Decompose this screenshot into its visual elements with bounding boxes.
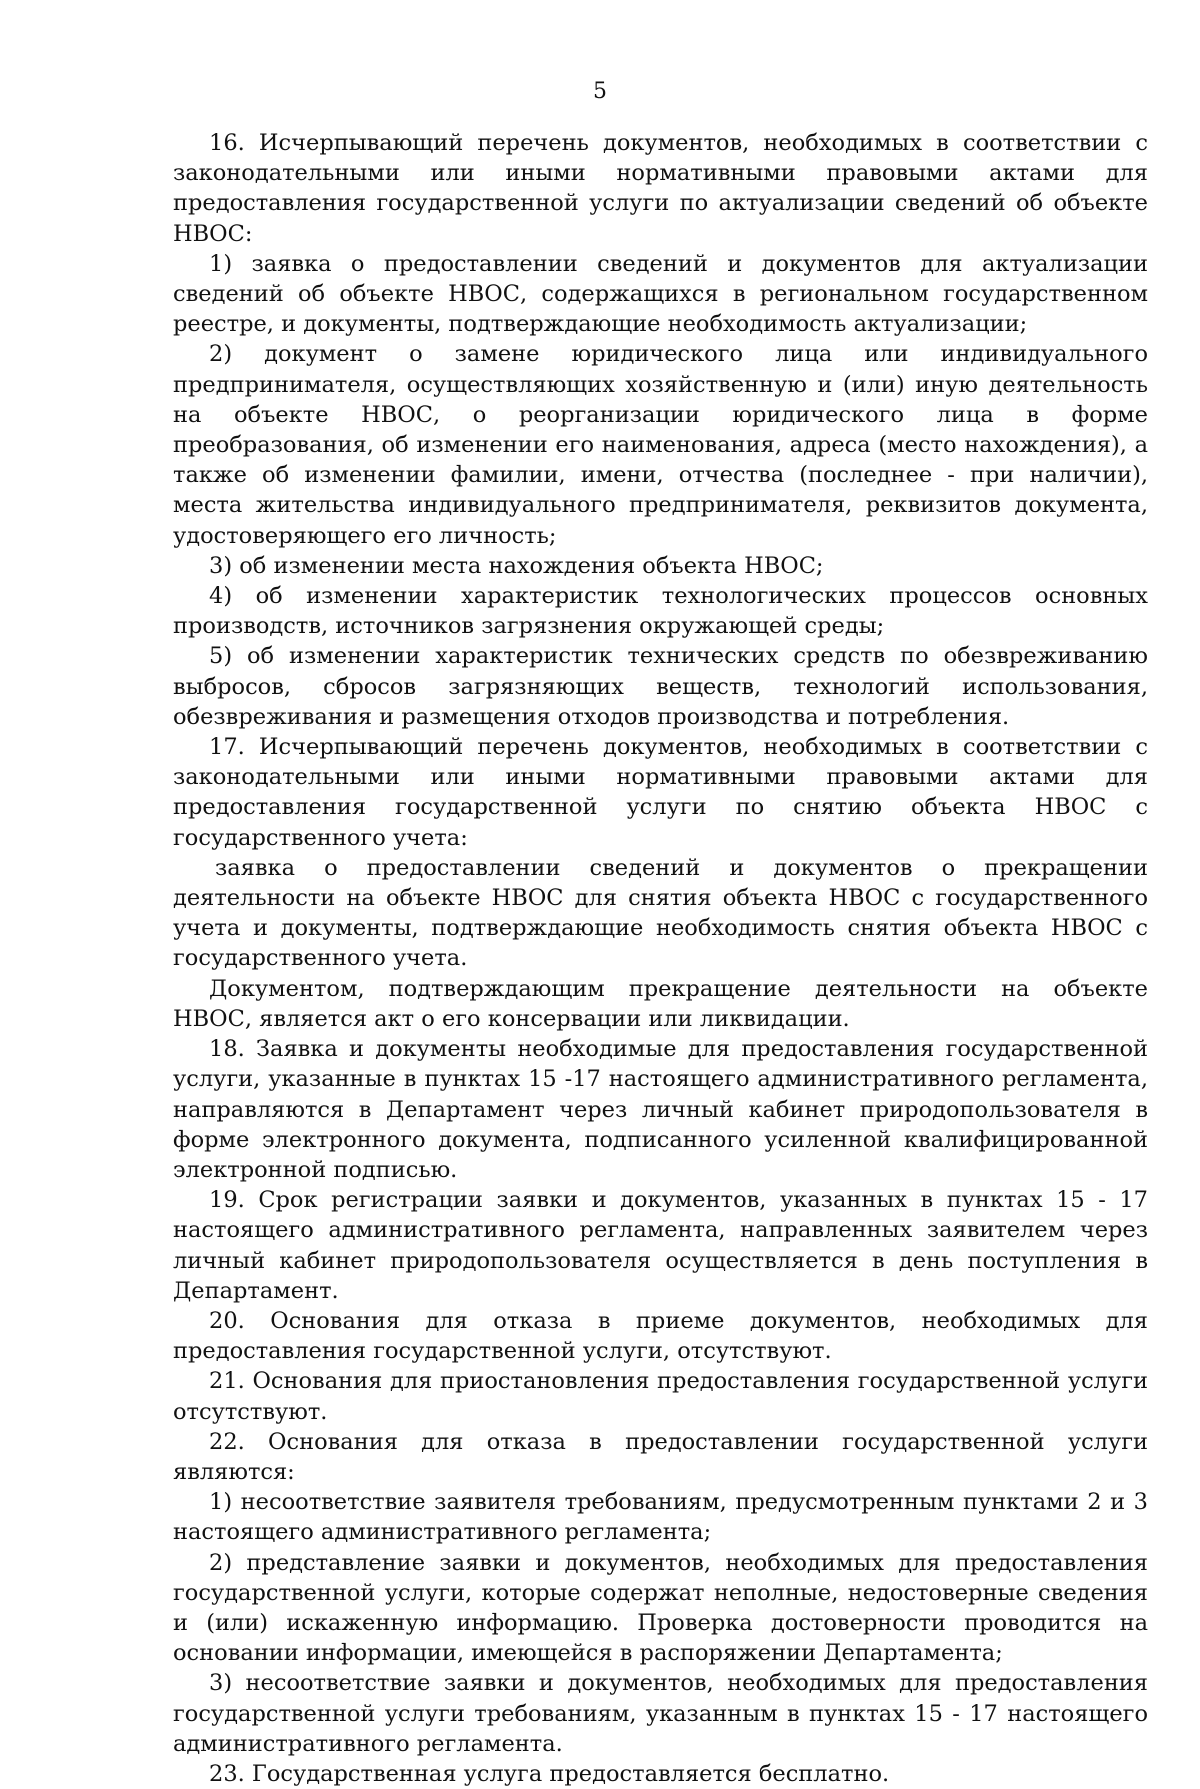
paragraph-17-document: Документом, подтверждающим прекращение деятельности на объекте НВОС, является акт о его консервации или ликвидации. [173,975,1148,1032]
paragraph-19: 19. Срок регистрации заявки и документов, указанных в пунктах 15 - 17 настоящего административного регламента, направленных заявителем через личный кабинет природопользователя осуществляется в день поступления в Департамент. [173,1187,1148,1304]
paragraph-22-item-3: 3) несоответствие заявки и документов, необходимых для предоставления государственной услуги требованиям, указанным в пунктах 15 - 17 настоящего административного регламента. [173,1670,1148,1757]
paragraph-17-application: заявка о предоставлении сведений и документов о прекращении деятельности на объекте НВОС для снятия объекта НВОС с государственного учета и документы, подтверждающие необходимость снятия объекта НВОС с государственного учета. [173,854,1148,972]
paragraph-22-item-2: 2) представление заявки и документов, необходимых для предоставления государственной услуги, которые содержат неполные, недостоверные сведения и (или) искаженную информацию. Проверка достоверности проводится на основании информации, имеющейся в распоряжении Департамента; [173,1549,1148,1667]
document-body [173,128,1148,1789]
paragraph-16-item-2: 2) документ о замене юридического лица или индивидуального предпринимателя, осуществляющих хозяйственную и (или) иную деятельность на объекте НВОС, о реорганизации юридического лица в форме преобразования, об изменении его наименования, адреса (место нахождения), а также об изменении фамилии, имени, отчества (последнее - при наличии), места жительства индивидуального предпринимателя, реквизитов документа, удостоверяющего его личность; [173,341,1148,549]
paragraph-23: 23. Государственная услуга предоставляется бесплатно. [209,1760,890,1787]
paragraph-21: 21. Основания для приостановления предоставления государственной услуги отсутствуют. [173,1368,1148,1425]
paragraph-17: 17. Исчерпывающий перечень документов, необходимых в соответствии с законодательными или иными нормативными правовыми актами для предоставления государственной услуги по снятию объекта НВОС с государственного учета: [173,734,1148,851]
paragraph-16: 16. Исчерпывающий перечень документов, необходимых в соответствии с законодательными или иными нормативными правовыми актами для предоставления государственной услуги по актуализации сведений об объекте НВОС: [173,130,1148,247]
paragraph-16-item-3: 3) об изменении места нахождения объекта НВОС; [209,552,824,579]
paragraph-18: 18. Заявка и документы необходимые для предоставления государственной услуги, указанные в пунктах 15 -17 настоящего административного регламента, направляются в Департамент через личный кабинет природопользователя в форме электронного документа, подписанного усиленной квалифицированной электронной подписью. [173,1036,1148,1183]
paragraph-16-item-4: 4) об изменении характеристик технологических процессов основных производств, источников загрязнения окружающей среды; [173,583,1148,640]
paragraph-22: 22. Основания для отказа в предоставлении государственной услуги являются: [173,1428,1148,1485]
paragraph-22-item-1: 1) несоответствие заявителя требованиям, предусмотренным пунктами 2 и 3 настоящего административного регламента; [173,1489,1148,1546]
page-number: 5 [593,79,607,104]
paragraph-16-item-5: 5) об изменении характеристик технических средств по обезвреживанию выбросов, сбросов загрязняющих веществ, технологий использования, обезвреживания и размещения отходов производства и потребления. [173,643,1148,730]
paragraph-16-item-1: 1) заявка о предоставлении сведений и документов для актуализации сведений об объекте НВОС, содержащихся в региональном государственном реестре, и документы, подтверждающие необходимость актуализации; [173,250,1148,338]
paragraph-20: 20. Основания для отказа в приеме документов, необходимых для предоставления государственной услуги, отсутствуют. [173,1307,1148,1365]
